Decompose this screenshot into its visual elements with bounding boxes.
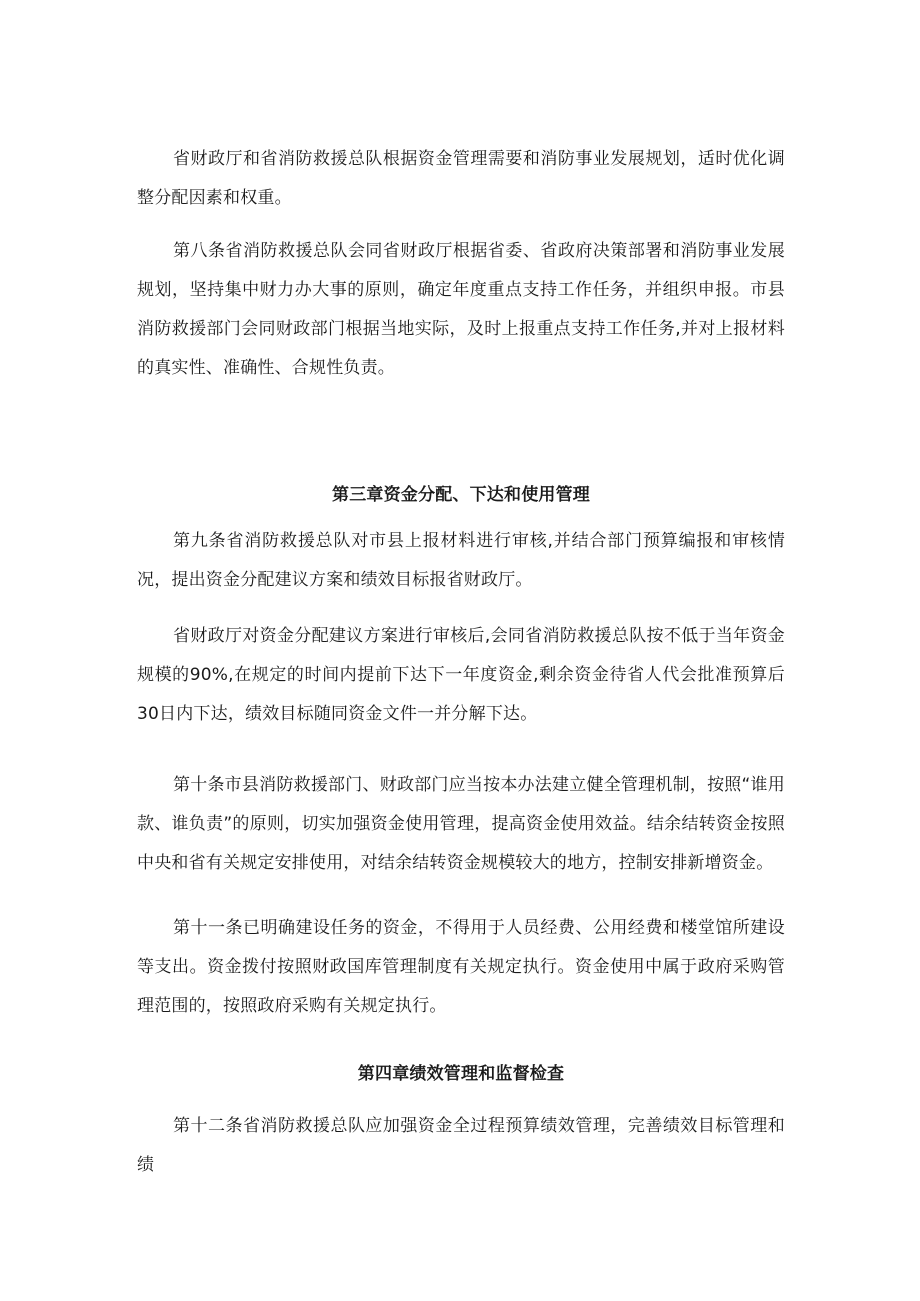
chapter-4-heading: 第四章绩效管理和监督检查	[357, 1064, 565, 1084]
paragraph-article-12: 第十二条省消防救援总队应加强资金全过程预算绩效管理，完善绩效目标管理和绩	[137, 1116, 785, 1175]
chapter-3-heading: 第三章资金分配、下达和使用管理	[332, 485, 590, 505]
paragraph-article-11: 第十一条已明确建设任务的资金，不得用于人员经费、公用经费和楼堂馆所建设等支出。资金拨付按照财政国库管理制度有关规定执行。资金使用中属于政府采购管理范围的，按照政府采购有关规定执行。	[137, 918, 785, 1016]
paragraph-article-8: 第八条省消防救援总队会同省财政厅根据省委、省政府决策部署和消防事业发展规划，坚持集中财力办大事的原则，确定年度重点支持工作任务，并组织申报。市县消防救援部门会同财政部门根据当地实际，及时上报重点支持工作任务,并对上报材料的真实性、准确性、合规性负责。	[137, 241, 785, 378]
paragraph-article-9: 第九条省消防救援总队对市县上报材料进行审核,并结合部门预算编报和审核情况，提出资金分配建议方案和绩效目标报省财政厅。	[137, 531, 785, 590]
paragraph-factor-adjustment: 省财政厅和省消防救援总队根据资金管理需要和消防事业发展规划，适时优化调整分配因素和权重。	[137, 149, 785, 208]
paragraph-fund-allocation: 省财政厅对资金分配建议方案进行审核后,会同省消防救援总队按不低于当年资金规模的90%,在规定的时间内提前下达下一年度资金,剩余资金待省人代会批准预算后30日内下达，绩效目标随同资金文件一并分解下达。	[137, 626, 785, 724]
paragraph-article-10: 第十条市县消防救援部门、财政部门应当按本办法建立健全管理机制，按照“谁用款、谁负责”的原则，切实加强资金使用管理，提高资金使用效益。结余结转资金按照中央和省有关规定安排使用，对结余结转资金规模较大的地方，控制安排新增资金。	[137, 775, 785, 873]
